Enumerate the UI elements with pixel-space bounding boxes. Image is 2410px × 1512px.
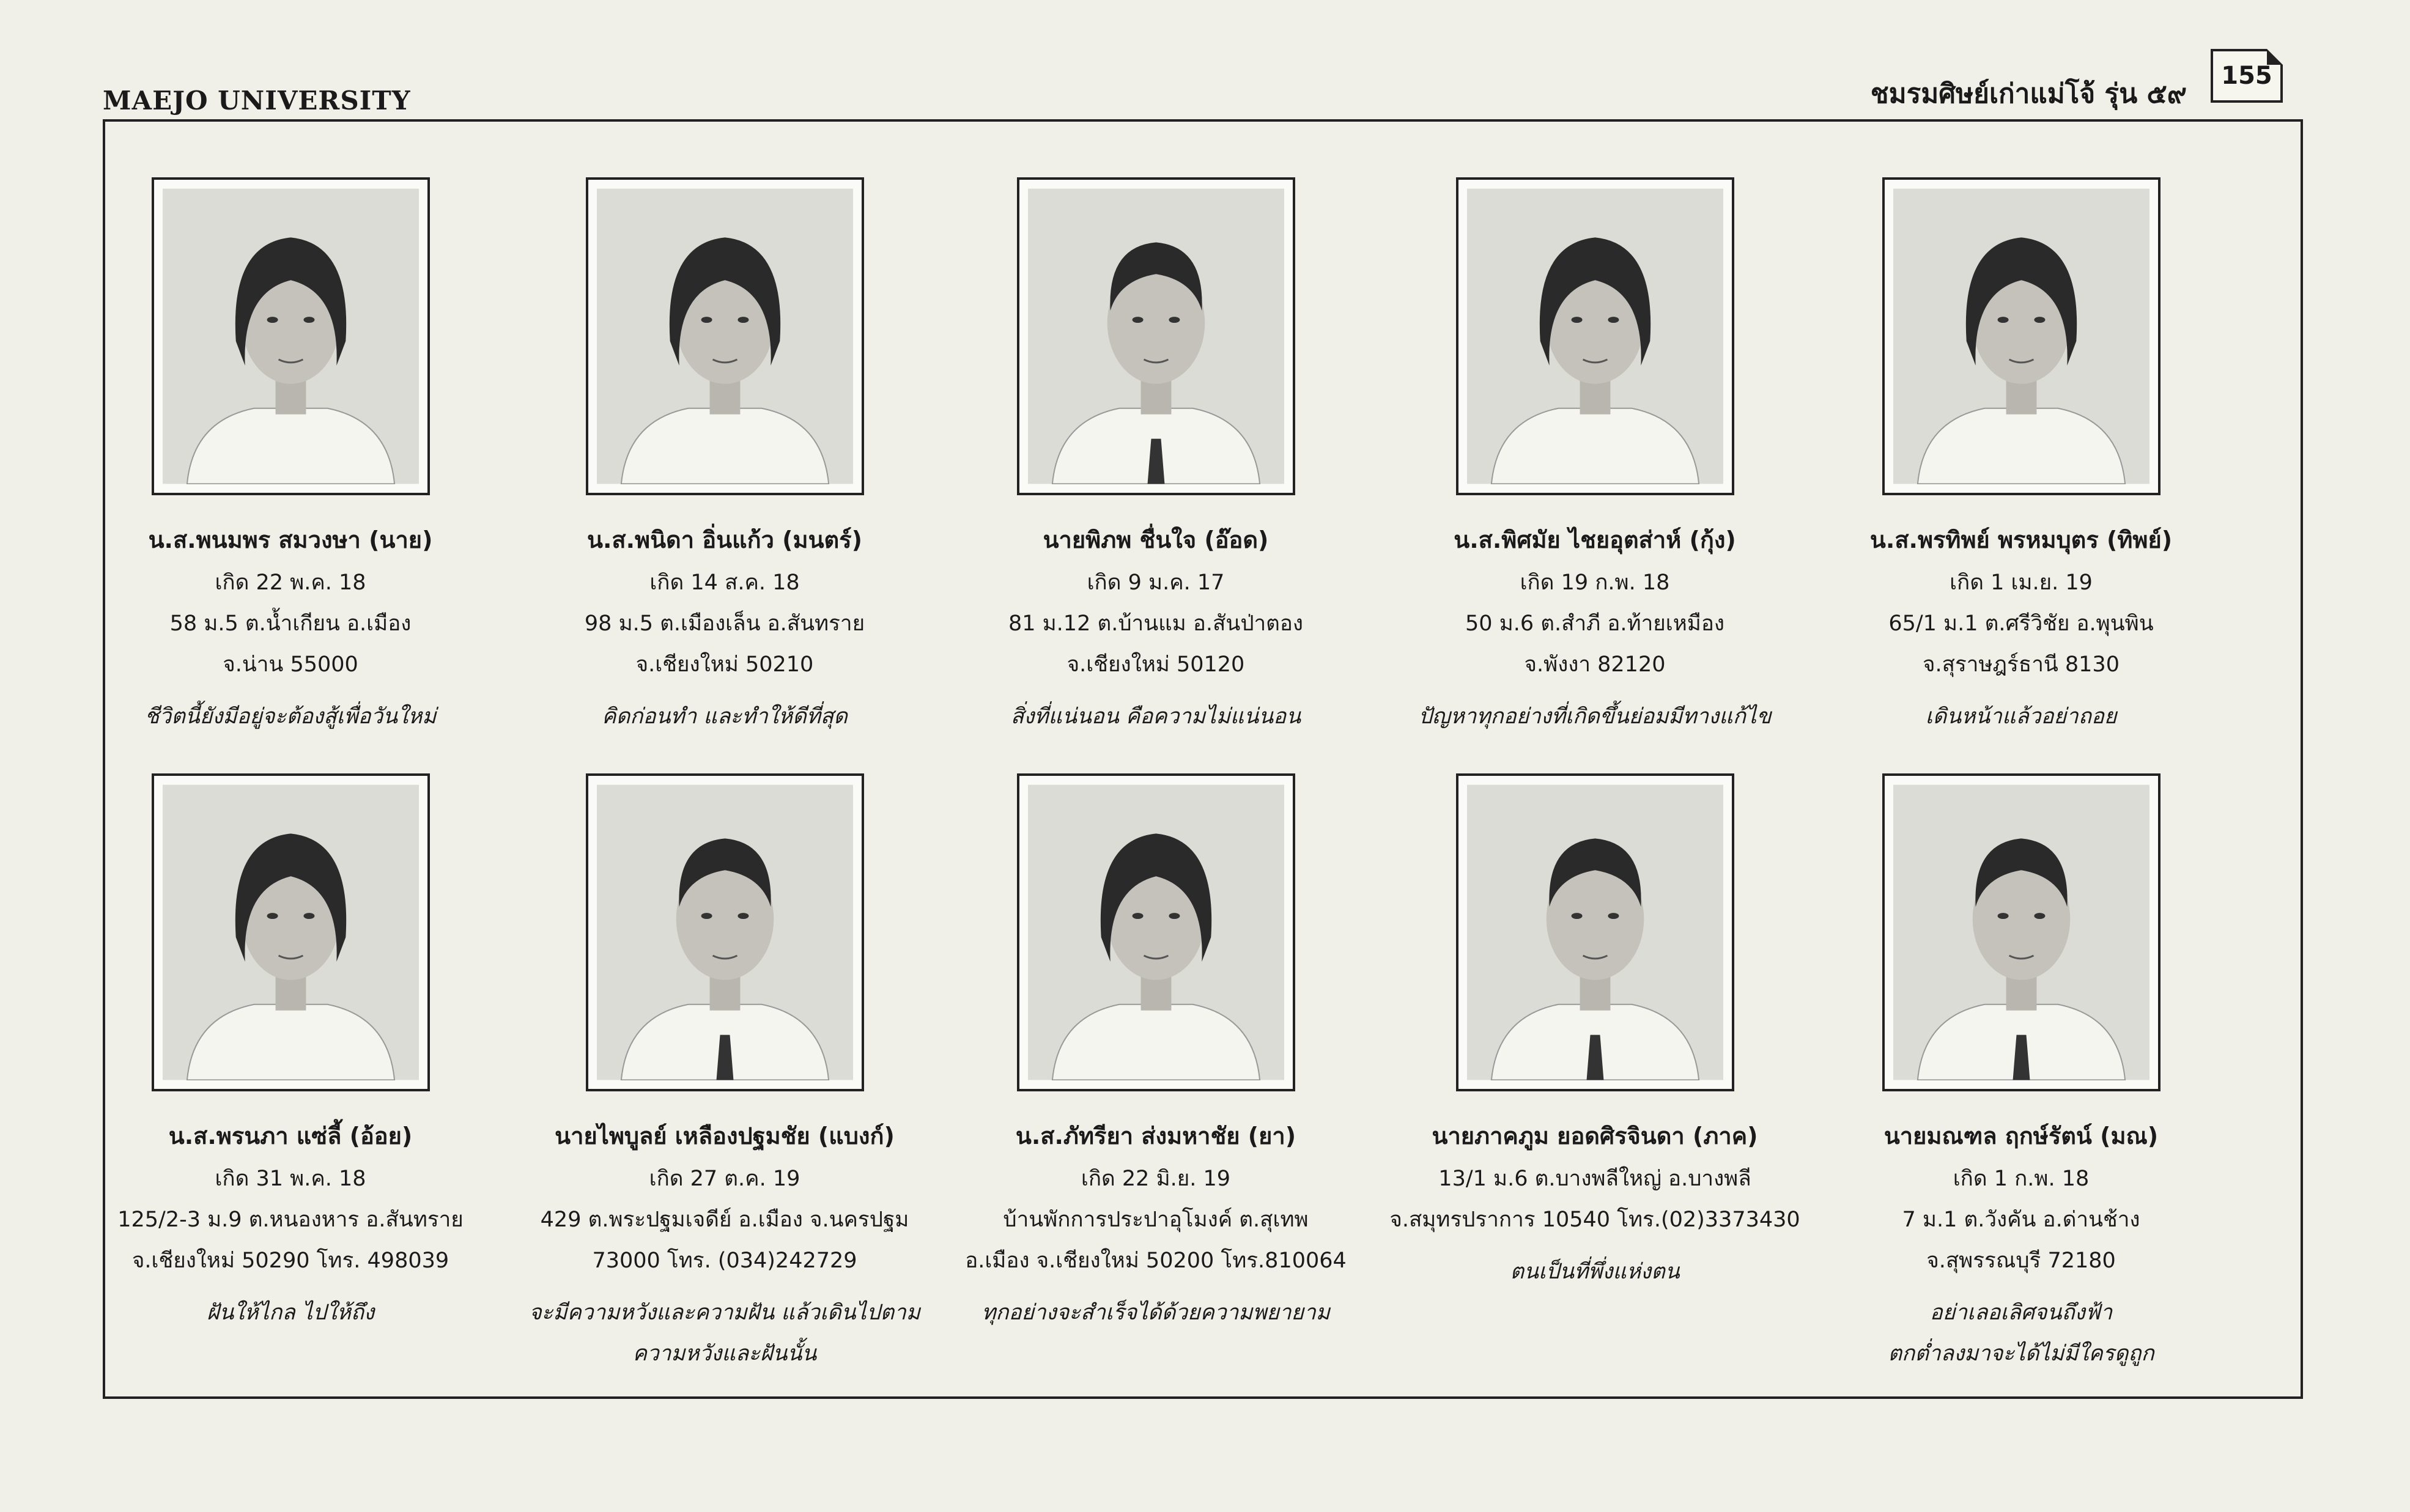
student-name: น.ส.พรทิพย์ พรหมบุตร (ทิพย์) (1869, 526, 2173, 553)
motto-line-1: คิดก่อนทำ และทำให้ดีที่สุด (602, 704, 848, 729)
birth-date: เกิด 27 ต.ค. 19 (649, 1167, 800, 1191)
motto-line-1: จะมีความหวังและความฝัน แล้วเดินไปตาม (529, 1300, 920, 1325)
motto-line-1: ทุกอย่างจะสำเร็จได้ด้วยความพยายาม (981, 1300, 1330, 1325)
birth-date: เกิด 22 มิ.ย. 19 (1081, 1167, 1231, 1191)
address-line-1: 429 ต.พระปฐมเจดีย์ อ.เมือง จ.นครปฐม (540, 1208, 909, 1232)
motto-line-1: สิ่งที่แน่นอน คือความไม่แน่นอน (1010, 704, 1301, 729)
student-name: น.ส.พิศมัย ไชยอุตส่าห์ (กุ้ง) (1454, 526, 1736, 553)
student-name: น.ส.พรนภา แซ่ลี้ (อ้อย) (168, 1123, 413, 1149)
address-line-1: 58 ม.5 ต.น้ำเกียน อ.เมือง (169, 611, 412, 636)
motto-line-1: ปัญหาทุกอย่างที่เกิดขึ้นย่อมมีทางแก้ไข (1418, 704, 1772, 729)
address-line-2: จ.สุราษฎร์ธานี 8130 (1923, 652, 2120, 677)
motto-line-1: อย่าเลอเลิศจนถึงฟ้า (1929, 1300, 2113, 1325)
address-line-1: บ้านพักการประปาอุโมงค์ ต.สุเทพ (1003, 1208, 1309, 1232)
university-name: MAEJO UNIVERSITY (103, 86, 411, 116)
student-entry (1375, 773, 1815, 1288)
motto-line-1: ฝันให้ไกล ไปให้ถึง (206, 1300, 375, 1325)
birth-date: เกิด 9 ม.ค. 17 (1087, 570, 1225, 595)
club-title: ชมรมศิษย์เก่าแม่โจ้ รุ่น ๕๙ (1870, 78, 2187, 109)
student-name: นายมณฑล ฤกษ์รัตน์ (มณ) (1883, 1123, 2159, 1149)
student-name: นายไพบูลย์ เหลืองปฐมชัย (แบงก์) (555, 1123, 895, 1149)
student-photo (1456, 773, 1734, 1091)
student-name: นายภาคภูม ยอดศิรจินดา (ภาค) (1432, 1123, 1758, 1149)
student-entry (1375, 177, 1815, 733)
motto-line-2: ความหวังและฝันนั้น (632, 1341, 817, 1366)
address-line-1: 50 ม.6 ต.สำภี อ.ท้ายเหมือง (1465, 611, 1724, 636)
birth-date: เกิด 31 พ.ค. 18 (215, 1167, 366, 1191)
student-name: นายพิภพ ชื่นใจ (อ๊อด) (1043, 526, 1269, 553)
motto-line-1: ชีวิตนี้ยังมีอยู่จะต้องสู้เพื่อวันใหม่ (144, 704, 437, 729)
address-line-1: 7 ม.1 ต.วังคัน อ.ด่านช้าง (1902, 1208, 2140, 1232)
page-number: 155 (2211, 49, 2283, 103)
student-photo (586, 773, 864, 1091)
student-photo (1456, 177, 1734, 495)
address-line-1: 125/2-3 ม.9 ต.หนองหาร อ.สันทราย (117, 1208, 464, 1232)
birth-date: เกิด 19 ก.พ. 18 (1520, 570, 1670, 595)
birth-date: เกิด 14 ส.ค. 18 (649, 570, 800, 595)
student-entry (936, 773, 1376, 1329)
student-entry (936, 177, 1376, 733)
student-entry (505, 177, 945, 733)
address-line-2: 73000 โทร. (034)242729 (592, 1248, 857, 1273)
birth-date: 13/1 ม.6 ต.บางพลีใหญ่ อ.บางพลี (1438, 1167, 1751, 1191)
address-line-2: จ.เชียงใหม่ 50120 (1066, 652, 1245, 677)
student-photo (1017, 773, 1295, 1091)
address-line-2: จ.เชียงใหม่ 50290 โทร. 498039 (131, 1248, 449, 1273)
address-line-1: จ.สมุทรปราการ 10540 โทร.(02)3373430 (1389, 1208, 1800, 1232)
student-photo (152, 177, 430, 495)
student-photo (586, 177, 864, 495)
student-photo (1882, 177, 2160, 495)
address-line-2: อ.เมือง จ.เชียงใหม่ 50200 โทร.810064 (965, 1248, 1347, 1273)
student-entry (1801, 177, 2241, 733)
student-photo (1882, 773, 2160, 1091)
motto-line-2: ตกต่ำลงมาจะได้ไม่มีใครดูถูก (1888, 1341, 2154, 1366)
address-line-1: 98 ม.5 ต.เมืองเล็น อ.สันทราย (584, 611, 865, 636)
student-entry (505, 773, 945, 1370)
motto-line-1: เดินหน้าแล้วอย่าถอย (1925, 704, 2117, 729)
address-line-2: จ.สุพรรณบุรี 72180 (1926, 1248, 2116, 1273)
motto-line-1: ตนเป็นที่พึ่งแห่งตน (1510, 1259, 1680, 1284)
birth-date: เกิด 1 ก.พ. 18 (1953, 1167, 2090, 1191)
student-photo (1017, 177, 1295, 495)
student-name: น.ส.พนมพร สมวงษา (นาย) (148, 526, 433, 553)
address-line-1: 81 ม.12 ต.บ้านแม อ.สันป่าตอง (1008, 611, 1304, 636)
address-line-2: จ.น่าน 55000 (223, 652, 358, 677)
student-entry (70, 773, 511, 1329)
birth-date: เกิด 22 พ.ค. 18 (215, 570, 366, 595)
address-line-2: จ.เชียงใหม่ 50210 (635, 652, 814, 677)
student-name: น.ส.พนิดา อิ่นแก้ว (มนตร์) (586, 526, 863, 553)
student-photo (152, 773, 430, 1091)
address-line-1: 65/1 ม.1 ต.ศรีวิชัย อ.พุนพิน (1888, 611, 2154, 636)
student-entry (1801, 773, 2241, 1370)
student-name: น.ส.ภัทรียา ส่งมหาชัย (ยา) (1015, 1123, 1296, 1149)
address-line-2: จ.พังงา 82120 (1524, 652, 1666, 677)
student-entry (70, 177, 511, 733)
birth-date: เกิด 1 เม.ย. 19 (1950, 570, 2093, 595)
